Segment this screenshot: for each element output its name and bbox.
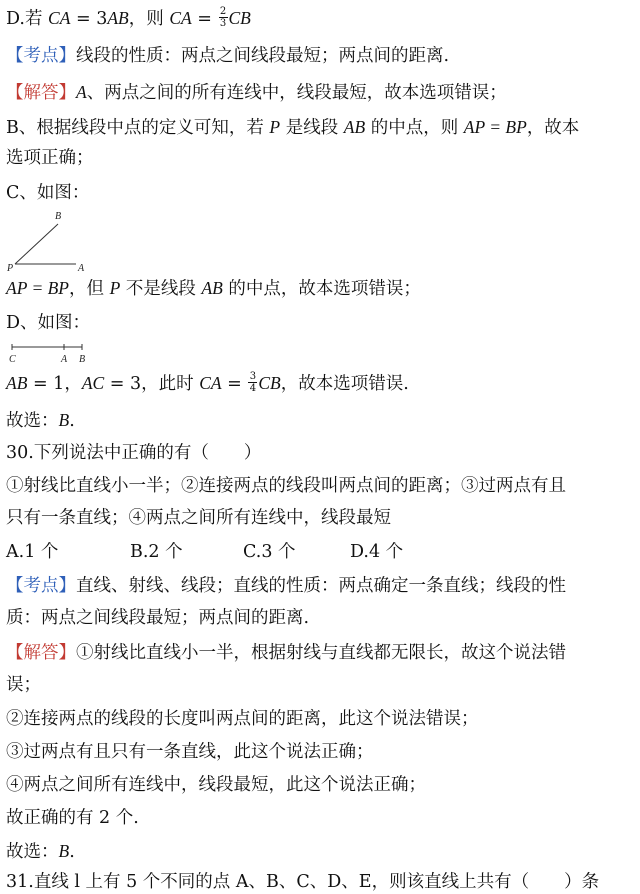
fraction-3-4 [248,371,257,395]
option-b: B.2 个 [130,542,183,562]
jieda-2-point2 [6,707,634,731]
jieda-text: 、两点之间的所有连线中，线段最短，故本选项错误； [86,83,507,103]
math: AC [81,373,105,393]
kaodian-text: 线段的性质：两点之间线段最短；两点间的距离. [76,46,450,66]
point-label-a: A [61,354,68,365]
math: A [76,82,87,102]
answer-2 [6,839,634,864]
text: ①射线比直线小一半；②连接两点的线段叫两点间的距离；③过两点有且 [6,476,566,496]
text: ，则 [128,9,170,29]
kaodian-text: 直线、射线、线段；直线的性质：两点确定一条直线；线段的性 [76,576,566,596]
figure-d-segment [6,338,96,366]
point-label-p: P [7,263,14,274]
math: AP = BP [463,117,527,137]
math: P [109,278,121,298]
jieda-1 [6,80,634,105]
text: = [221,374,248,394]
kaodian-2-line1 [6,574,634,598]
math: CA [199,373,222,393]
point-label-a: A [78,263,85,274]
option-d: D.4 个 [350,542,404,562]
jieda-text: 误； [6,675,41,695]
option-d-statement [6,6,634,31]
math: CB [258,373,281,393]
math: CA [48,8,71,28]
kaodian-text: 质：两点之间线段最短；两点间的距离. [6,608,310,628]
jieda-tag: 【解答】 [6,83,76,103]
text: 是线段 [280,118,344,138]
text: = 3 [70,9,108,29]
text: 故选： [6,842,59,862]
option-a: A.1 个 [6,542,59,562]
jieda-text: ①射线比直线小一半，根据射线与直线都无限长，故这个说法错 [76,643,566,663]
fraction-numerator: 3 [249,371,257,382]
jieda-2-point4 [6,773,634,797]
jieda-2-line2 [6,673,634,697]
text: ③过两点有且只有一条直线，此这个说法正确； [6,742,374,762]
question-text: 31.直线 l 上有 5 个不同的点 A、B、C、D、E，则该直线上共有（ ）条 [6,872,600,892]
text: ④两点之间所有连线中，线段最短，此这个说法正确； [6,775,426,795]
text: = 1， [27,374,82,394]
answer-value: B [58,841,70,861]
question-30-title [6,441,634,465]
math: AB [6,373,28,393]
point-label-c: C [9,354,16,365]
question-30-statements-1 [6,474,634,498]
point-label-b: B [55,211,62,222]
question-30-statements-2 [6,506,634,530]
text: 的中点，则 [365,118,464,138]
text: C、如图： [6,183,90,203]
jieda-2-line1 [6,641,634,665]
jieda-2-count [6,806,634,830]
kaodian-tag: 【考点】 [6,576,76,596]
text: B、根据线段中点的定义可知，若 [6,118,270,138]
answer-value: B [58,410,70,430]
explain-c-result [6,276,634,301]
text: ，故本 [526,118,580,138]
math: CA [169,8,192,28]
math: CB [228,8,251,28]
math: AB [201,278,223,298]
text: 故选： [6,411,59,431]
math: P [269,117,281,137]
question-31-partial [6,870,634,894]
text: D.若 [6,9,49,29]
kaodian-tag: 【考点】 [6,46,76,66]
fraction-denominator: 3 [219,18,227,29]
math: AB [343,117,366,137]
point-label-b: B [79,354,86,365]
math: AB [107,8,129,28]
explain-c-heading [6,181,634,205]
text: 只有一条直线；④两点之间所有连线中，线段最短 [6,508,391,528]
option-c: C.3 个 [243,542,296,562]
text: . [69,411,75,431]
segment-pb [15,224,58,264]
answer-1 [6,408,634,433]
explain-d-result [6,371,634,396]
text: ，但 [69,279,110,299]
jieda-2-point3 [6,740,634,764]
text: 选项正确； [6,148,94,168]
text: . [69,842,75,862]
text: ，故本选项错误. [280,374,409,394]
text: 的中点，故本选项错误； [222,279,421,299]
explain-b-line2 [6,146,634,170]
text: ②连接两点的线段的长度叫两点间的距离，此这个说法错误； [6,709,479,729]
math: AP = BP [6,278,70,298]
figure-c-angle [6,208,96,274]
kaodian-1 [6,44,634,68]
question-text: 30.下列说法中正确的有（ ） [6,443,262,463]
fraction-2-3 [219,6,228,30]
jieda-tag: 【解答】 [6,643,76,663]
text: 故正确的有 2 个. [6,808,139,828]
fraction-numerator: 2 [219,6,227,17]
fraction-denominator: 4 [249,383,257,394]
explain-d-heading [6,311,634,335]
explain-b-line1 [6,115,634,140]
kaodian-2-line2 [6,606,634,630]
text: = 3，此时 [104,374,200,394]
text: D、如图： [6,313,91,333]
text: 不是线段 [120,279,202,299]
text: = [191,9,218,29]
